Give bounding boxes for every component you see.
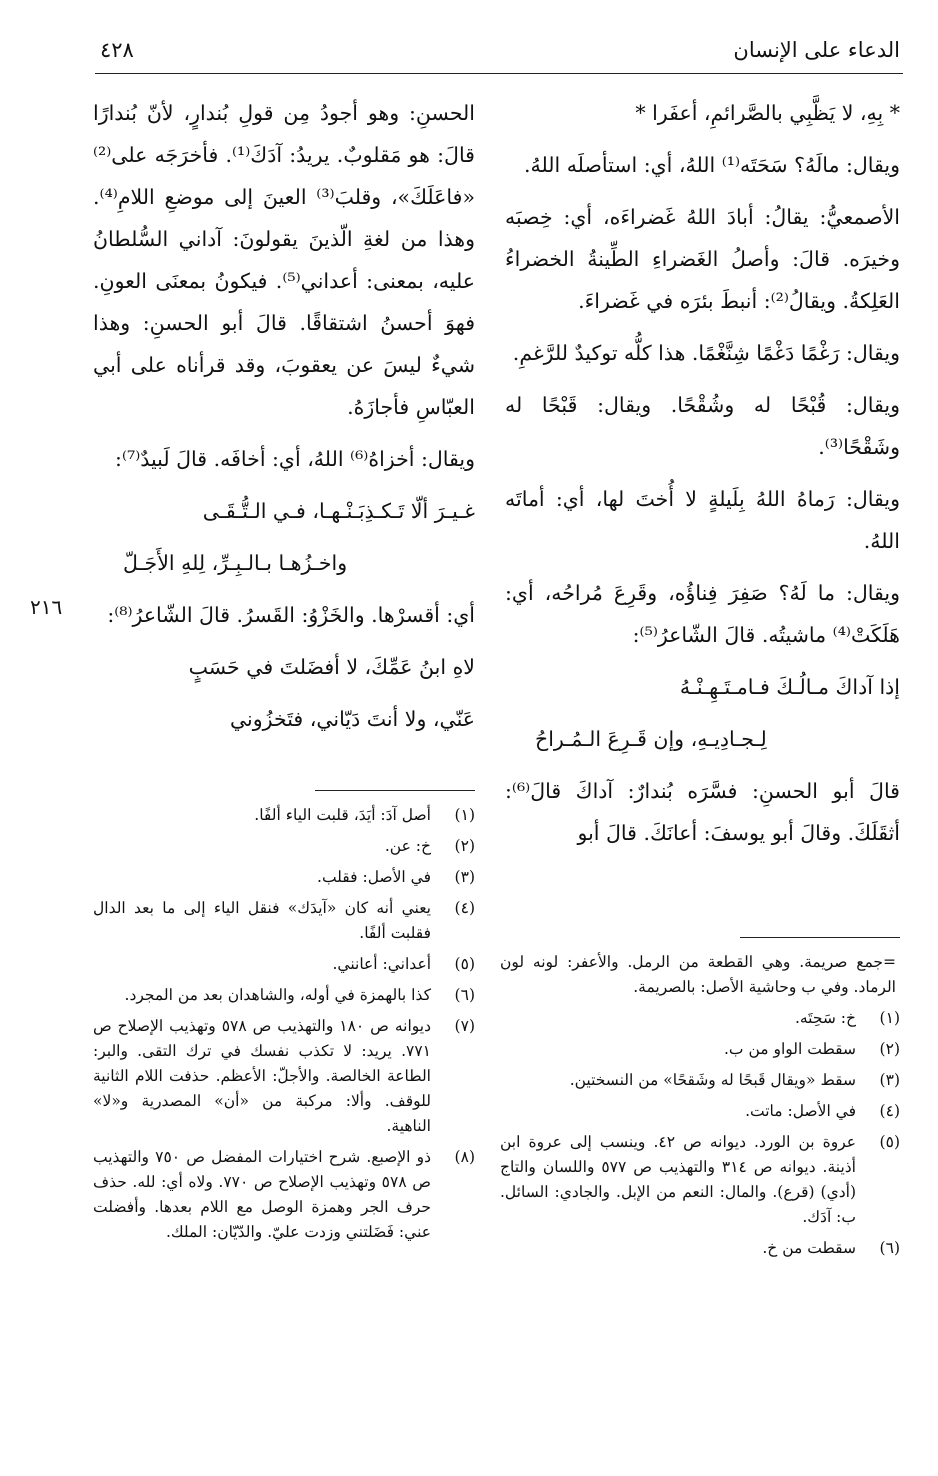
verse-continuation: * بِهِ، لا يَظَّبِي بالصَّرائمِ، أعفَرا * bbox=[635, 101, 900, 125]
footnote bbox=[500, 1236, 900, 1261]
footnote-text: كذا بالهمزة في أوله، والشاهدان بعد من المجرد. bbox=[124, 986, 431, 1004]
footnote-number: (٣) bbox=[454, 868, 475, 886]
footnote bbox=[500, 1037, 900, 1062]
footnote-rule bbox=[315, 790, 475, 791]
footnote bbox=[93, 834, 475, 859]
header-rule bbox=[95, 73, 903, 74]
verse-second-hemistich: واخـزُهـا بـالـبِـرِّ، لِلهِ الأَجَـلّ bbox=[123, 551, 348, 575]
footnote bbox=[93, 896, 475, 946]
verse-first-hemistich: إذا آداكَ مـالُـكَ فـامـتَـهِـنْـهُ bbox=[679, 675, 900, 699]
verse-second-hemistich: لِـجـادِيـهِ، وإن قَـرِعَ الـمُـراحُ bbox=[535, 727, 767, 751]
footnote-number: (٣) bbox=[879, 1071, 900, 1089]
footnote-text: في الأصل: فقلب. bbox=[317, 868, 431, 886]
right-footnotes bbox=[500, 950, 900, 1267]
footnote bbox=[500, 1068, 900, 1093]
footnote-text: أصل آدَ: أيَدَ، قلبت الياء ألفًا. bbox=[254, 806, 431, 824]
paragraph: الأصمعيُّ: يقالُ: أبادَ اللهُ غَضراءَه، أي: خِصبَه وخيرَه. قالَ: وأصلُ الغَضراءِ الطِّينةُ الخضراءُ العَلِكةُ. ويقالُ⁽²⁾: أنبطَ بئرَه في غَضراءَ. bbox=[505, 205, 900, 313]
footnote-number: (٦) bbox=[879, 1239, 900, 1257]
paragraph: ويقال: قُبْحًا له وشُقْحًا. ويقال: قَبْحًا له وشَقْحًا⁽³⁾. bbox=[505, 393, 900, 459]
footnote-text: أعداني: أعانني. bbox=[332, 955, 431, 973]
footnote-number: (٥) bbox=[454, 955, 475, 973]
footnote-text: سقط «ويقال قَبحًا له وشَقحًا» من النسختين. bbox=[569, 1071, 856, 1089]
paragraph: ويقال: رَماهُ اللهُ بِلَيلةٍ لا أُختَ لها، أي: أماتَه اللهُ. bbox=[505, 487, 900, 553]
footnote-text: خ: سَحِتَه. bbox=[794, 1009, 856, 1027]
page-number: ٤٢٨ bbox=[100, 38, 134, 62]
footnote-number: (٤) bbox=[454, 899, 475, 917]
footnote-text: خ: عن. bbox=[384, 837, 431, 855]
paragraph: ويقال: مالَهُ؟ سَحَتَه⁽¹⁾ اللهُ، أي: استأصلَه اللهُ. bbox=[523, 153, 900, 177]
footnote bbox=[93, 983, 475, 1008]
footnote-text: ذو الإصبع. شرح اختيارات المفضل ص ٧٥٠ والتهذيب ص ٥٧٨ وتهذيب الإصلاح ص ٧٧٠. ولاه أي: لله. حذف حرف الجر وهمزة الوصل مع اللام بعدها. وأفضلت عني: فَضَلتني وزدت عليّ. والدّيّان: الملك. bbox=[93, 1148, 432, 1241]
footnote-number: (٥) bbox=[879, 1133, 900, 1151]
paragraph: أي: أقسرْها. والخَزْوُ: القَسرُ. قالَ الشّاعرُ⁽⁸⁾: bbox=[107, 603, 475, 627]
margin-reference-number: ٢١٦ bbox=[30, 595, 63, 619]
paragraph: ويقال: أخزاهُ⁽⁶⁾ اللهُ، أي: أخافَه. قالَ لَبيدٌ⁽⁷⁾: bbox=[115, 447, 475, 471]
footnote-continuation: =جمع صريمة. وهي القطعة من الرمل. والأعفر: لونه لون الرماد. وفي ب وحاشية الأصل: بالصريمة. bbox=[500, 953, 896, 996]
left-text-column bbox=[93, 92, 475, 750]
footnote-text: يعني أنه كان «آيدَك» فنقل الياء إلى ما بعد الدال فقلبت ألفًا. bbox=[93, 899, 431, 942]
footnote bbox=[500, 1006, 900, 1031]
footnote-text: سقطت من خ. bbox=[762, 1239, 856, 1257]
footnote bbox=[93, 1014, 475, 1139]
footnote-text: عروة بن الورد. ديوانه ص ٤٢. وينسب إلى عروة ابن أذينة. ديوانه ص ٣١٤ والتهذيب ص ٥٧٧ واللسان والتاج (أدي) (قرع). والمال: النعم من الإبل. والجادي: السائل. ب: آدَك. bbox=[500, 1133, 857, 1226]
footnote-number: (١) bbox=[454, 806, 475, 824]
footnote bbox=[93, 952, 475, 977]
footnote-text: في الأصل: ماتت. bbox=[745, 1102, 856, 1120]
footnote-text: سقطت الواو من ب. bbox=[724, 1040, 856, 1058]
footnote bbox=[93, 865, 475, 890]
footnote bbox=[93, 803, 475, 828]
left-footnotes bbox=[93, 803, 475, 1251]
verse-first-hemistich: لاهِ ابنُ عَمِّكَ، لا أفضَلتَ في حَسَبٍ bbox=[188, 655, 475, 679]
footnote-number: (٦) bbox=[454, 986, 475, 1004]
paragraph: ويقال: ما لَهُ؟ صَفِرَ فِناؤُه، وقَرِعَ مُراحُه، أي: هَلَكَتْ⁽⁴⁾ ماشيتُه. قالَ الشّاعرُ⁽⁵⁾: bbox=[505, 581, 900, 647]
right-text-column bbox=[505, 92, 900, 864]
footnote-number: (١) bbox=[879, 1009, 900, 1027]
footnote-text: ديوانه ص ١٨٠ والتهذيب ص ٥٧٨ وتهذيب الإصلاح ص ٧٧١. يريد: لا تكذب نفسك في ترك التقى. والبر: الطاعة الخالصة. والأجلّ: الأعظم. حذفت اللام الثانية للوقف. وألا: مركبة من «أن» المصدرية و«لا» الناهية. bbox=[93, 1017, 431, 1135]
footnote-rule bbox=[740, 937, 900, 938]
footnote-number: (٨) bbox=[454, 1148, 475, 1166]
paragraph: قالَ أبو الحسنِ: فسَّرَه بُندارٌ: آداكَ قالَ⁽⁶⁾: أثقَلَكَ. وقالَ أبو يوسفَ: أعانَكَ. قالَ أبو bbox=[505, 779, 900, 845]
footnote-number: (٧) bbox=[454, 1017, 475, 1035]
footnote-number: (٤) bbox=[879, 1102, 900, 1120]
footnote bbox=[93, 1145, 475, 1245]
footnote bbox=[500, 1130, 900, 1230]
footnote-number: (٢) bbox=[454, 837, 475, 855]
footnote-number: (٢) bbox=[879, 1040, 900, 1058]
verse-first-hemistich: غـيـرَ ألّا تَـكـذِبَـنْـهـا، فـي الـتُّـقَـى bbox=[202, 499, 475, 523]
verse-second-hemistich: عَنّي، ولا أنتَ دَيّاني، فتَخزُوني bbox=[229, 707, 475, 731]
paragraph: ويقال: رَغْمًا دَغْمًا شِنَّغْمًا. هذا كلُّه توكيدٌ للرَّغمِ. bbox=[512, 341, 900, 365]
running-header-title: الدعاء على الإنسان bbox=[733, 38, 900, 62]
paragraph: الحسنِ: وهو أجودُ مِن قولِ بُندارٍ، لأنّ بُندارًا قالَ: هو مَقلوبٌ. يريدُ: آدَكَ⁽¹⁾. فأخرَجَه على⁽²⁾ «فاعَلَكَ»، وقلبَ⁽³⁾ العينَ إلى موضعِ اللامِ⁽⁴⁾. وهذا من لغةِ الّذينَ يقولونَ: آداني السُّلطانُ عليه، بمعنى: أعداني⁽⁵⁾. فيكونُ بمعنَى العونِ. فهوَ أحسنُ اشتقاقًا. قالَ أبو الحسنِ: وهذا شيءٌ ليسَ عن يعقوبَ، وقد قرأناه على أبي العبّاسِ فأجازَهُ. bbox=[93, 101, 476, 419]
footnote bbox=[500, 1099, 900, 1124]
